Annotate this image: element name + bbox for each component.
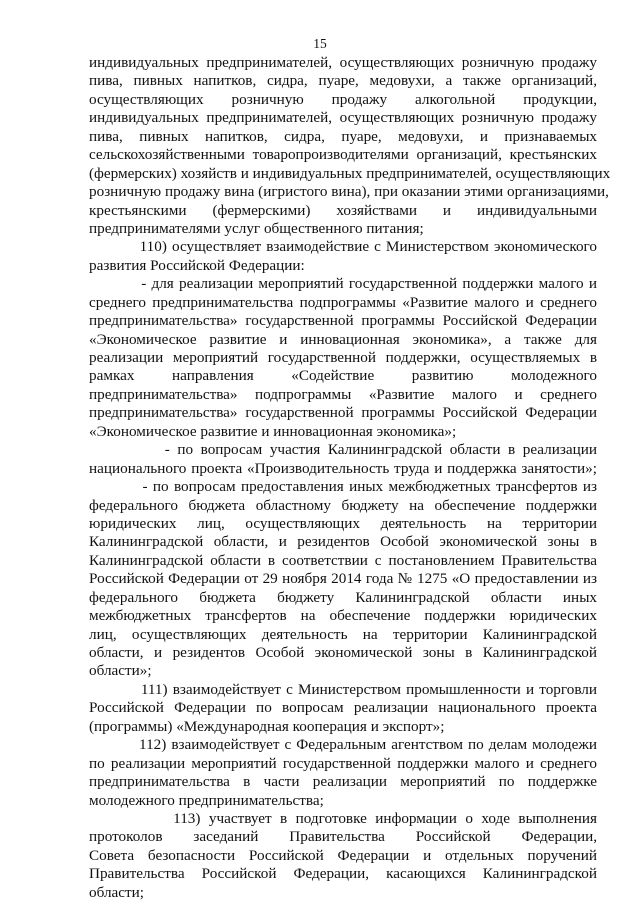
text-line: предпринимательства» государственной программы Российской Федерации bbox=[89, 312, 597, 330]
text-line: - для реализации мероприятий государственной поддержки малого и bbox=[89, 275, 597, 293]
text-line: Калининградской области, и резидентов Особой экономической зоны в bbox=[89, 533, 597, 551]
text-line: молодежного предпринимательства; bbox=[89, 791, 324, 809]
text-line: лиц, осуществляющих деятельность на территории Калининградской bbox=[89, 625, 597, 643]
text-line: «Экономическое развитие и инновационная экономика», а также для bbox=[89, 330, 597, 348]
text-line: протоколов заседаний Правительства Российской Федерации, bbox=[89, 828, 597, 846]
text-line: индивидуальных предпринимателей, осуществляющих розничную продажу bbox=[89, 54, 597, 71]
text-line: 110) осуществляет взаимодействие с Министерством экономического bbox=[89, 238, 597, 256]
text-line: предпринимательства в части реализации мероприятий по поддержке bbox=[89, 773, 597, 791]
text-line: крестьянскими (фермерскими) хозяйствами и индивидуальными bbox=[89, 201, 597, 219]
text-line: среднего предпринимательства подпрограммы «Развитие малого и среднего bbox=[89, 293, 597, 311]
text-line: пива, пивных напитков, сидра, пуаре, медовухи, и признаваемых bbox=[89, 127, 597, 145]
text-line: сельскохозяйственными товаропроизводителями организаций, крестьянских bbox=[89, 146, 597, 164]
text-line: (фермерских) хозяйств и индивидуальных предпринимателей, осуществляющих bbox=[89, 164, 611, 182]
document-body bbox=[89, 54, 611, 902]
text-line: федерального бюджета областному бюджету на обеспечение поддержки bbox=[89, 496, 597, 514]
text-line: осуществляющих розничную продажу алкогольной продукции, bbox=[89, 90, 597, 108]
text-line: розничную продажу вина (игристого вина), при оказании этими организациями, bbox=[89, 183, 609, 201]
text-line: индивидуальных предпринимателей, осуществляющих розничную продажу bbox=[89, 109, 597, 127]
text-line: «Экономическое развитие и инновационная экономика»; bbox=[89, 422, 457, 440]
text-line: юридических лиц, осуществляющих деятельность на территории bbox=[89, 514, 597, 532]
text-line: по реализации мероприятий государственной поддержки малого и среднего bbox=[89, 754, 597, 772]
text-line: межбюджетных трансфертов на обеспечение поддержки юридических bbox=[89, 607, 597, 625]
text-line: Совета безопасности Российской Федерации и отдельных поручений bbox=[89, 846, 597, 864]
text-line: - по вопросам предоставления иных межбюджетных трансфертов из bbox=[89, 478, 597, 496]
text-line: области; bbox=[89, 883, 144, 901]
text-line: федерального бюджета бюджету Калининградской области иных bbox=[89, 588, 597, 606]
text-line: (программы) «Международная кооперация и экспорт»; bbox=[89, 717, 445, 735]
page-number: 15 bbox=[313, 36, 327, 51]
text-line: национального проекта «Производительность труда и поддержка занятости»; bbox=[89, 459, 597, 477]
text-line: - по вопросам участия Калининградской области в реализации bbox=[89, 441, 597, 459]
text-line: Калининградской области в соответствии с постановлением Правительства bbox=[89, 551, 597, 569]
text-line: пива, пивных напитков, сидра, пуаре, медовухи, а также организаций, bbox=[89, 72, 597, 90]
text-line: 111) взаимодействует с Министерством промышленности и торговли bbox=[89, 680, 597, 698]
text-line: 113) участвует в подготовке информации о ходе выполнения bbox=[89, 809, 597, 827]
text-line: реализации мероприятий государственной поддержки, осуществляемых в bbox=[89, 349, 597, 366]
text-line: области, и резидентов Особой экономической зоны в Калининградской bbox=[89, 644, 597, 661]
text-line: Российской Федерации от 29 ноября 2014 года № 1275 «О предоставлении из bbox=[89, 570, 597, 588]
text-line: рамках направления «Содействие развитию молодежного bbox=[89, 367, 597, 385]
text-line: 112) взаимодействует с Федеральным агентством по делам молодежи bbox=[89, 736, 597, 754]
text-line: Правительства Российской Федерации, касающихся Калининградской bbox=[89, 865, 597, 883]
text-line: предпринимательства» государственной программы Российской Федерации bbox=[89, 404, 597, 422]
text-line: предпринимателями услуг общественного питания; bbox=[89, 219, 424, 237]
text-line: предпринимательства» подпрограммы «Развитие малого и среднего bbox=[89, 385, 597, 403]
text-line: Российской Федерации по вопросам реализации национального проекта bbox=[89, 699, 597, 717]
text-line: развития Российской Федерации: bbox=[89, 256, 305, 274]
text-line: области»; bbox=[89, 662, 152, 680]
